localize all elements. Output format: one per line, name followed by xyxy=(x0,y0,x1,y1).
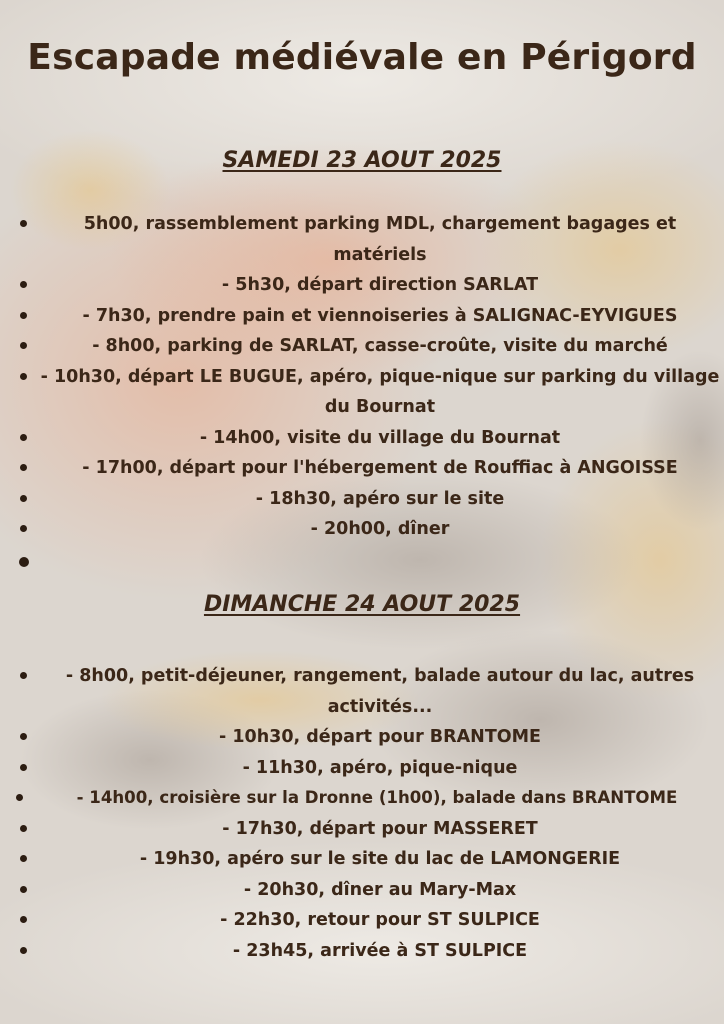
list-item: - 14h00, croisière sur la Dronne (1h00), balade dans BRANTOME xyxy=(0,783,724,814)
list-item: - 18h30, apéro sur le site xyxy=(0,484,724,515)
day1-heading: SAMEDI 23 AOUT 2025 xyxy=(222,148,502,173)
bullet-icon xyxy=(20,464,27,471)
day1-schedule-list xyxy=(0,209,724,575)
list-item: - 20h30, dîner au Mary-Max xyxy=(0,875,724,906)
bullet-icon xyxy=(20,764,27,771)
page-title: Escapade médiévale en Périgord xyxy=(27,37,697,78)
day2-schedule-list xyxy=(0,661,724,966)
bullet-icon xyxy=(20,855,27,862)
bullet-icon xyxy=(20,281,27,288)
bullet-icon xyxy=(20,220,27,227)
bullet-icon xyxy=(19,557,29,567)
list-item: - 23h45, arrivée à ST SULPICE xyxy=(0,936,724,967)
bullet-icon xyxy=(20,373,27,380)
list-item: 5h00, rassemblement parking MDL, chargement bagages et matériels xyxy=(0,209,724,270)
list-item: - 22h30, retour pour ST SULPICE xyxy=(0,905,724,936)
list-item: - 19h30, apéro sur le site du lac de LAMONGERIE xyxy=(0,844,724,875)
bullet-icon xyxy=(20,733,27,740)
bullet-icon xyxy=(20,886,27,893)
bullet-icon xyxy=(20,672,27,679)
list-item: - 8h00, parking de SARLAT, casse-croûte, visite du marché xyxy=(0,331,724,362)
bullet-icon xyxy=(16,794,23,801)
list-item: - 11h30, apéro, pique-nique xyxy=(0,753,724,784)
list-item: - 5h30, départ direction SARLAT xyxy=(0,270,724,301)
list-item: - 7h30, prendre pain et viennoiseries à SALIGNAC-EYVIGUES xyxy=(0,301,724,332)
list-item: - 17h00, départ pour l'hébergement de Rouffiac à ANGOISSE xyxy=(0,453,724,484)
list-item: - 14h00, visite du village du Bournat xyxy=(0,423,724,454)
list-item: - 10h30, départ pour BRANTOME xyxy=(0,722,724,753)
bullet-icon xyxy=(20,525,27,532)
bullet-icon xyxy=(20,312,27,319)
bullet-icon xyxy=(20,916,27,923)
list-item: - 8h00, petit-déjeuner, rangement, balade autour du lac, autres activités... xyxy=(0,661,724,722)
day2-heading: DIMANCHE 24 AOUT 2025 xyxy=(203,592,521,617)
list-item: - 17h30, départ pour MASSERET xyxy=(0,814,724,845)
list-item: - 20h00, dîner xyxy=(0,514,724,545)
bullet-icon xyxy=(20,825,27,832)
bullet-icon xyxy=(20,495,27,502)
bullet-icon xyxy=(20,947,27,954)
bullet-icon xyxy=(20,342,27,349)
bullet-icon xyxy=(20,434,27,441)
list-item-empty xyxy=(0,545,724,576)
list-item: - 10h30, départ LE BUGUE, apéro, pique-nique sur parking du village du Bournat xyxy=(0,362,724,423)
